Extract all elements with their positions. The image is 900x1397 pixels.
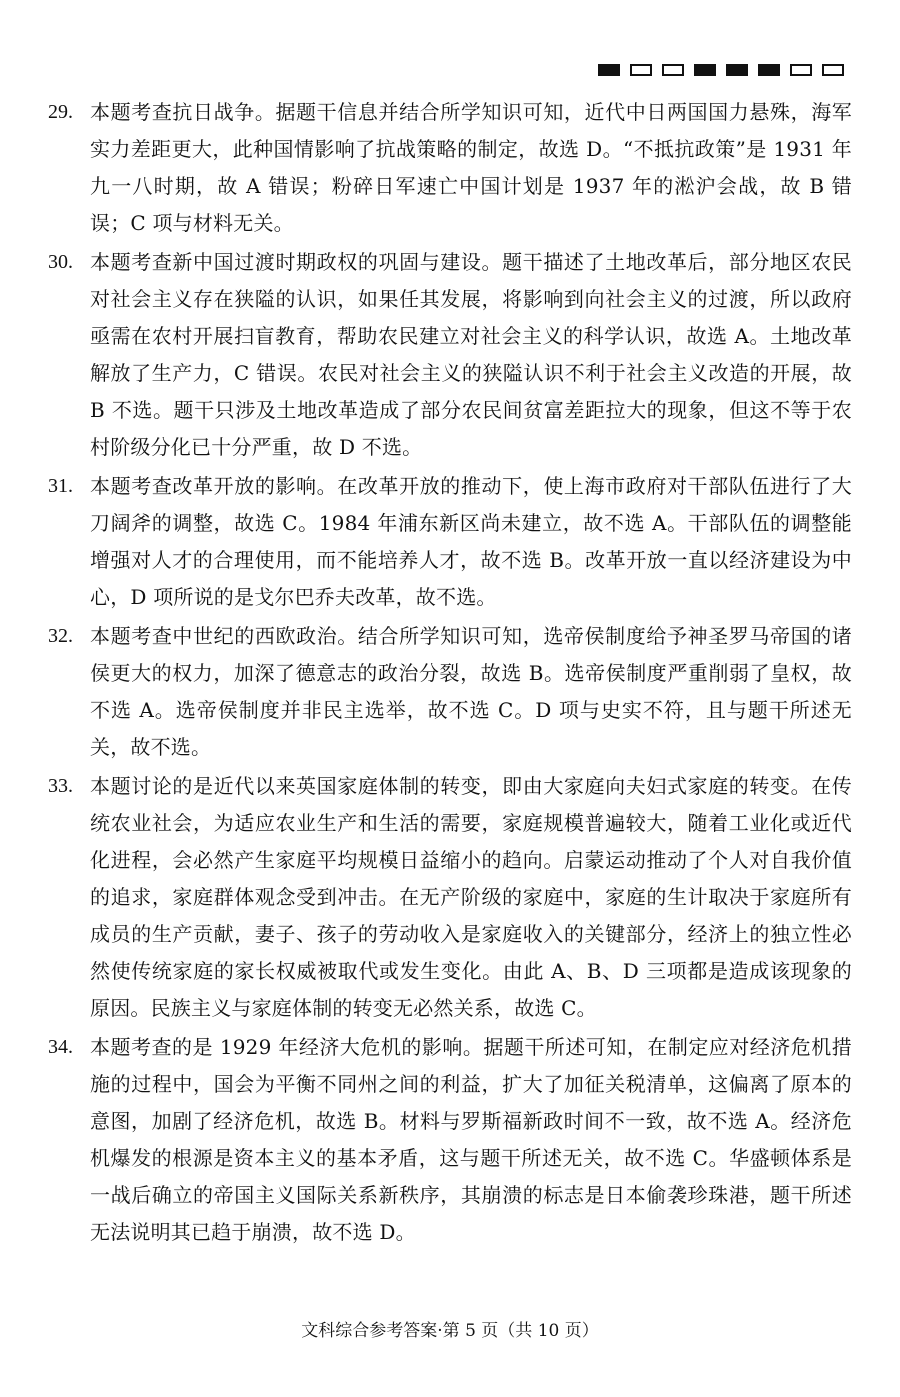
answer-item-33 xyxy=(48,768,852,1027)
header-marks xyxy=(598,64,844,76)
answer-item-29 xyxy=(48,94,852,242)
header-mark-5 xyxy=(726,64,748,76)
header-mark-2 xyxy=(630,64,652,76)
answer-item-32 xyxy=(48,618,852,766)
answer-item-31 xyxy=(48,468,852,616)
header-mark-4 xyxy=(694,64,716,76)
answer-text: 本题考查中世纪的西欧政治。结合所学知识可知，选帝侯制度给予神圣罗马帝国的诸侯更大的权力，加深了德意志的政治分裂，故选 B。选帝侯制度严重削弱了皇权，故不选 A。选帝侯制度并非民主选举，故不选 C。D 项与史实不符，且与题干所述无关，故不选。 xyxy=(90,624,852,759)
page-footer: 文科综合参考答案·第 5 页（共 10 页） xyxy=(301,1321,599,1341)
answer-text: 本题考查的是 1929 年经济大危机的影响。据题干所述可知，在制定应对经济危机措施的过程中，国会为平衡不同州之间的利益，扩大了加征关税清单，这偏离了原本的意图，加剧了经济危机，故选 B。材料与罗斯福新政时间不一致，故不选 A。经济危机爆发的根源是资本主义的基本矛盾，这与题干所述无关，故不选 C。华盛顿体系是一战后确立的帝国主义国际关系新秩序，其崩溃的标志是日本偷袭珍珠港，题干所述无法说明其已趋于崩溃，故不选 D。 xyxy=(90,1035,852,1244)
question-number: 34. xyxy=(48,1036,73,1058)
header-mark-7 xyxy=(790,64,812,76)
question-number: 30. xyxy=(48,251,73,273)
answer-text: 本题讨论的是近代以来英国家庭体制的转变，即由大家庭向夫妇式家庭的转变。在传统农业社会，为适应农业生产和生活的需要，家庭规模普遍较大，随着工业化或近代化进程，会必然产生家庭平均规模日益缩小的趋向。启蒙运动推动了个人对自我价值的追求，家庭群体观念受到冲击。在无产阶级的家庭中，家庭的生计取决于家庭所有成员的生产贡献，妻子、孩子的劳动收入是家庭收入的关键部分，经济上的独立性必然使传统家庭的家长权威被取代或发生变化。由此 A、B、D 三项都是造成该现象的原因。民族主义与家庭体制的转变无必然关系，故选 C。 xyxy=(90,774,852,1020)
answer-text: 本题考查改革开放的影响。在改革开放的推动下，使上海市政府对干部队伍进行了大刀阔斧的调整，故选 C。1984 年浦东新区尚未建立，故不选 A。干部队伍的调整能增强对人才的合理使用，而不能培养人才，故不选 B。改革开放一直以经济建设为中心，D 项所说的是戈尔巴乔夫改革，故不选。 xyxy=(90,474,852,609)
answer-list xyxy=(48,94,852,1253)
question-number: 31. xyxy=(48,475,73,497)
answer-text: 本题考查新中国过渡时期政权的巩固与建设。题干描述了土地改革后，部分地区农民对社会主义存在狭隘的认识，如果任其发展，将影响到向社会主义的过渡，所以政府亟需在农村开展扫盲教育，帮助农民建立对社会主义的科学认识，故选 A。土地改革解放了生产力，C 错误。农民对社会主义的狭隘认识不利于社会主义改造的开展，故 B 不选。题干只涉及土地改革造成了部分农民间贫富差距拉大的现象，但这不等于农村阶级分化已十分严重，故 D 不选。 xyxy=(90,250,852,459)
header-mark-1 xyxy=(598,64,620,76)
header-mark-6 xyxy=(758,64,780,76)
header-mark-8 xyxy=(822,64,844,76)
question-number: 29. xyxy=(48,101,73,123)
header-mark-3 xyxy=(662,64,684,76)
answer-item-34 xyxy=(48,1029,852,1251)
answer-text: 本题考查抗日战争。据题干信息并结合所学知识可知，近代中日两国国力悬殊，海军实力差距更大，此种国情影响了抗战策略的制定，故选 D。“不抵抗政策”是 1931 年九一八时期，故 A 错误；粉碎日军速亡中国计划是 1937 年的淞沪会战，故 B 错误；C 项与材料无关。 xyxy=(90,100,852,235)
question-number: 32. xyxy=(48,625,73,647)
answer-item-30 xyxy=(48,244,852,466)
question-number: 33. xyxy=(48,775,73,797)
